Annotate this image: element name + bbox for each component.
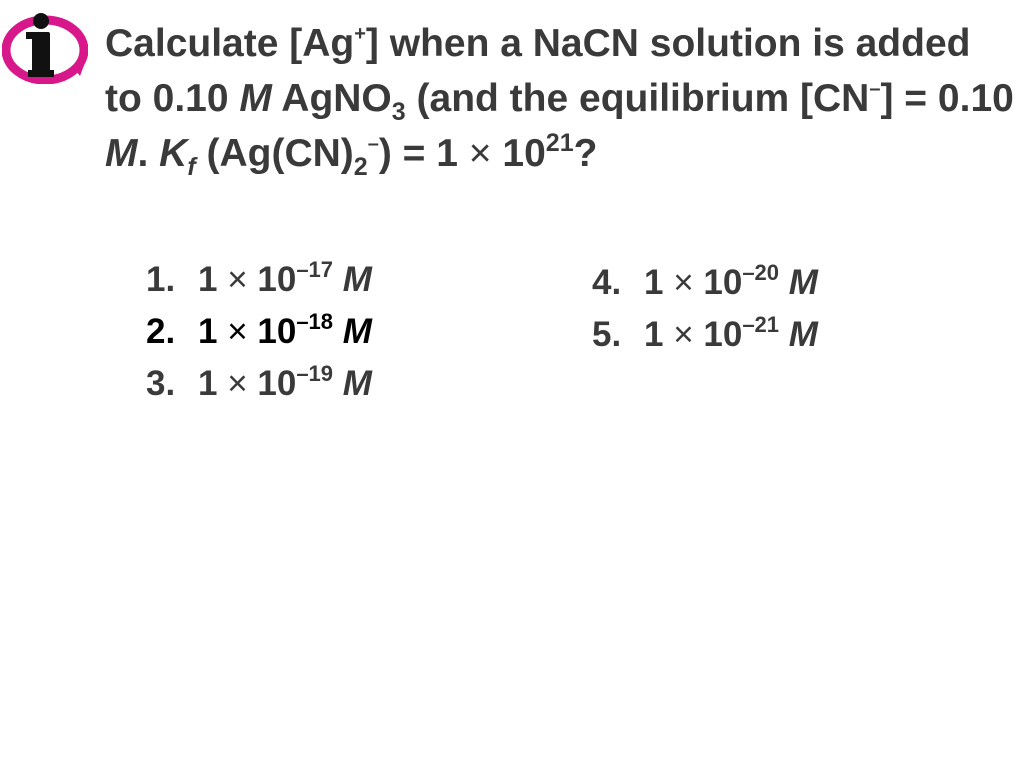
answer-option-5[interactable]: 5. $1 \times 10^{-21}$ M [592, 312, 818, 354]
question-text: Calculate [Ag+] when a NaCN solution is added to 0.10 M AgNO$_3$ (and the equilibrium [CN–] = 0.10 M. $K_f$ $(Ag(CN)_2^-) = 1 \times 10^{21}$? [105, 22, 1014, 181]
answers-left-column [146, 256, 372, 412]
info-person-logo-icon [2, 8, 88, 84]
answer-option-3[interactable]: 3. $1 \times 10^{-19}$ M [146, 361, 372, 403]
answers-right-column [592, 256, 818, 363]
answer-option-4[interactable]: 4. $1 \times 10^{-20}$ M [592, 260, 818, 302]
answer-option-2[interactable]: 2. $1 \times 10^{-18}$ M [146, 309, 372, 351]
answer-option-1[interactable]: 1. $1 \times 10^{-17}$ M [146, 257, 372, 299]
